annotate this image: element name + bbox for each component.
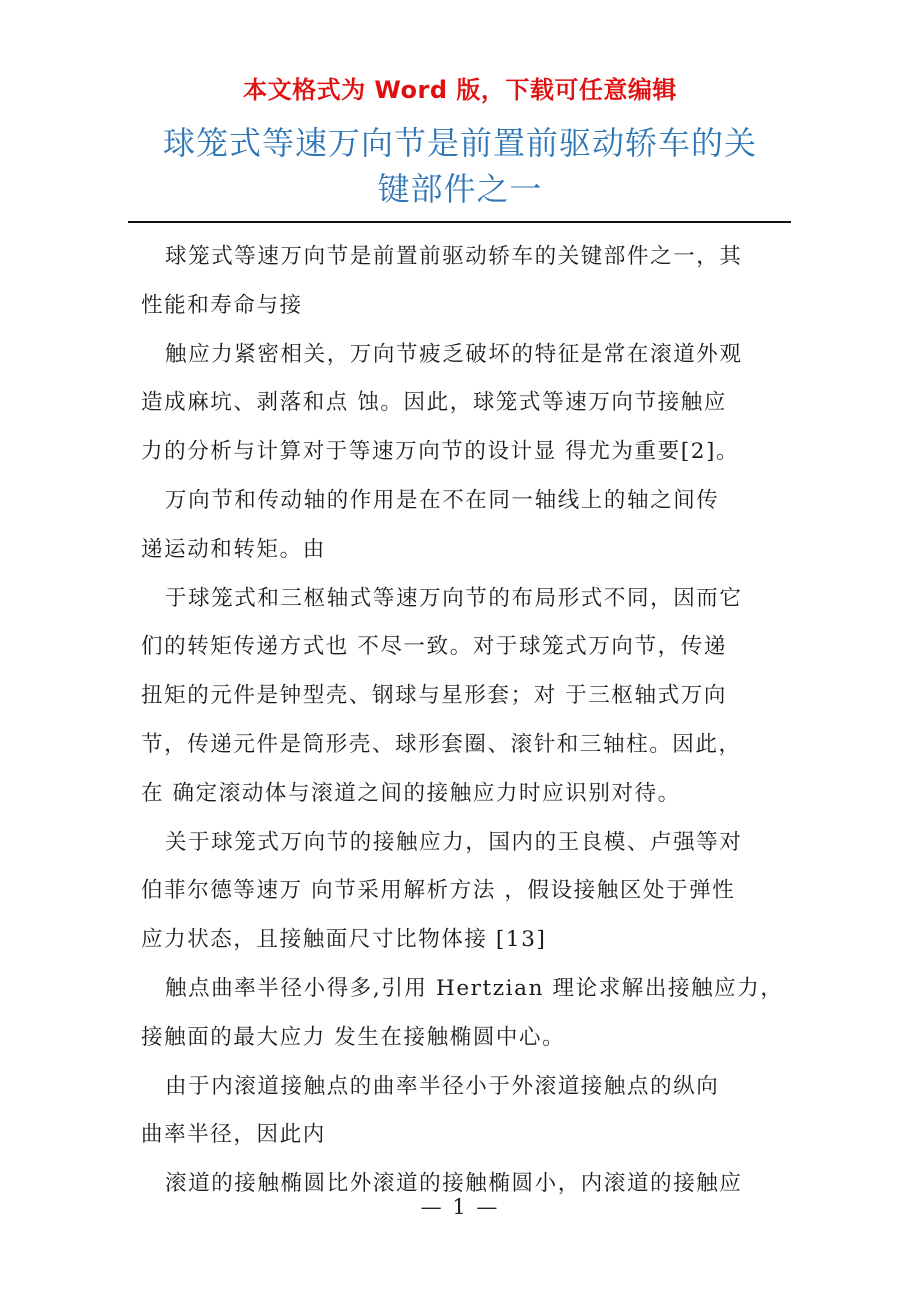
text-line: 关于球笼式万向节的接触应力，国内的王良模、卢强等对 xyxy=(165,829,743,855)
text-line: 应力状态，且接触面尺寸比物体接 [13] xyxy=(141,927,547,953)
text-line: 伯菲尔德等速万 向节采用解析方法 ，假设接触区处于弹性 xyxy=(141,878,736,904)
text-line: 在 确定滚动体与滚道之间的接触应力时应识别对待。 xyxy=(141,780,681,806)
text-line: 万向节和传动轴的作用是在不在同一轴线上的轴之间传 xyxy=(165,487,720,513)
text-line: 性能和寿命与接 xyxy=(141,292,303,318)
text-line: 扭矩的元件是钟型壳、钢球与星形套；对 于三枢轴式万向 xyxy=(141,683,727,709)
body-text xyxy=(141,233,786,1209)
document-title xyxy=(130,120,790,212)
text-line: 触应力紧密相关，万向节疲乏破坏的特征是常在滚道外观 xyxy=(165,341,743,367)
text-line: 滚道的接触椭圆比外滚道的接触椭圆小，内滚道的接触应 xyxy=(165,1171,743,1197)
text-line: 由于内滚道接触点的曲率半径小于外滚道接触点的纵向 xyxy=(165,1073,720,1099)
text-line: 节，传递元件是筒形壳、球形套圈、滚针和三轴柱。因此， xyxy=(141,731,742,757)
title-divider xyxy=(128,221,791,223)
text-line: 曲率半径，因此内 xyxy=(141,1122,326,1148)
text-line: 们的转矩传递方式也 不尽一致。对于球笼式万向节，传递 xyxy=(141,634,727,660)
format-notice-banner: 本文格式为 Word 版，下载可任意编辑 xyxy=(243,76,677,104)
text-line: 力的分析与计算对于等速万向节的设计显 得尤为重要[2]。 xyxy=(141,439,740,465)
text-line: 触点曲率半径小得多,引用 Hertzian 理论求解出接触应力， xyxy=(165,975,784,1001)
page-number: — 1 — xyxy=(420,1195,500,1219)
text-line: 于球笼式和三枢轴式等速万向节的布局形式不同，因而它 xyxy=(165,585,743,611)
text-line: 球笼式等速万向节是前置前驱动轿车的关键部件之一，其 xyxy=(165,244,743,269)
text-line: 造成麻坑、剥落和点 蚀。因此，球笼式等速万向节接触应 xyxy=(141,390,727,416)
title-line-1: 球笼式等速万向节是前置前驱动轿车的关 xyxy=(162,124,757,162)
text-line: 接触面的最大应力 发生在接触椭圆中心。 xyxy=(141,1024,566,1050)
title-line-2: 键部件之一 xyxy=(377,170,543,208)
text-line: 递运动和转矩。由 xyxy=(141,536,326,562)
